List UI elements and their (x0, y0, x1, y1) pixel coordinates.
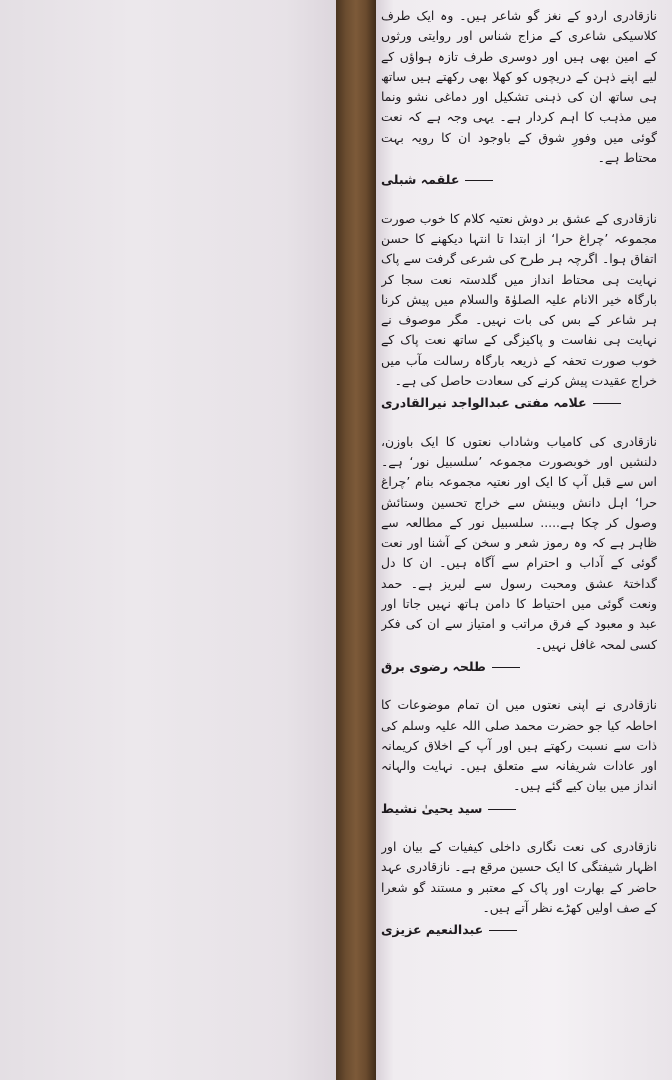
blurb-text: نازقادری نے اپنی نعتوں میں ان تمام موضوعات کا احاطہ کیا جو حضرت محمد صلی اللہ علیہ وسلم کی ذات سے نسبت رکھتے ہیں اور آپ کے اخلاق کریمانہ اور عادات شریفانہ سے متعلق ہیں۔ نہایت والہانہ انداز میں بیان کیے گئے ہیں۔ (381, 697, 657, 794)
spacer (381, 414, 657, 432)
blurb-author: علقمہ شبلی (381, 172, 460, 188)
blurb-author-line (381, 393, 657, 413)
blurb-column (381, 6, 657, 1076)
blurb-5 (381, 837, 657, 940)
blurb-author-line (381, 920, 657, 940)
dash-divider (593, 403, 621, 404)
dash-divider (489, 930, 517, 931)
blurb-author: علامہ مفتی عبدالواجد نیرالقادری (381, 395, 587, 411)
spacer (381, 819, 657, 837)
blurb-author-line (381, 799, 657, 819)
blurb-text: نازقادری اردو کے نغز گو شاعر ہیں۔ وہ ایک طرف کلاسیکی شاعری کے مزاج شناس اور روایتی ورثوں کے امین بھی ہیں اور دوسری طرف تازہ ہواؤں کے لیے اپنے ذہن کے دریچوں کو کھلا بھی رکھتے ہیں ساتھ ہی ساتھ ان کی ذہنی تشکیل اور دماغی نشو ونما میں مذہب کا اہم کردار ہے۔ یہی وجہ ہے کہ نعت گوئی میں وفورِ شوق کے باوجود ان کا رویہ بہت محتاط ہے۔ (381, 8, 657, 166)
blurb-author-line (381, 657, 657, 677)
blurb-4 (381, 695, 657, 819)
spacer (381, 191, 657, 209)
blurb-text: نازقادری کی نعت نگاری داخلی کیفیات کے بیان اور اظہار شیفتگی کا ایک حسین مرقع ہے۔ نازقادری عہد حاضر کے بھارت اور پاک کے معتبر و مستند گو شعرا کے صف اولیں کھڑے نظر آتے ہیں۔ (381, 838, 657, 915)
blurb-author-line (381, 170, 657, 190)
blurb-text: نازقادری کی کامیاب وشاداب نعتوں کا ایک باوزن، دلنشیں اور خوبصورت مجموعہ ’سلسبیل نور‘ ہے۔ اس سے قبل آپ کا ایک اور نعتیہ مجموعہ بنام ’چراغ حرا‘ اہل دانش وبینش سے خراج تحسین وستائش وصول کر چکا ہے..... سلسبیل نور کے مطالعہ سے ظاہر ہے کہ وہ رموز شعر و سخن کے آشنا اور نعت گوئی کے آداب و احترام سے آگاہ ہیں۔ ان کا دل گداختۂ عشق ومحبت رسول سے لبریز ہے۔ حمد ونعت گوئی میں احتیاط کا دامن ہاتھ نہیں جاتا اور عبد و معبود کے فرق مراتب و امتیاز سے ان کی فکر کسی لمحہ غافل نہیں۔ (381, 433, 657, 652)
dash-divider (492, 667, 520, 668)
blurb-text: نازقادری کے عشق بر دوش نعتیہ کلام کا خوب صورت مجموعہ ’چراغ حرا‘ از ابتدا تا انتہا دیکھنے کا حسن اتفاق ہوا۔ اگرچہ ہر طرح کی شرعی گرفت سے پاک نہایت ہی محتاط انداز میں گلدستہ نعت سجا کر بارگاہ خیر الانام علیہ الصلوٰۃ والسلام میں پیش کرنا ہر شاعر کے بس کی بات نہیں۔ مگر موصوف نے نہایت ہی نفاست و پاکیزگی کے ساتھ نعت پاک کے خوب صورت تحفہ کے ذریعہ بارگاہ رسالت مآب میں خراج عقیدت پیش کرنے کی سعادت حاصل کی ہے۔ (381, 210, 657, 389)
book-spine (336, 0, 376, 1080)
blurb-1 (381, 6, 657, 191)
blurb-author: سید یحییٰ نشیط (381, 800, 483, 816)
spacer (381, 677, 657, 695)
dash-divider (488, 809, 516, 810)
blurb-author: طلحہ رضوی برق (381, 658, 486, 674)
dash-divider (465, 180, 493, 181)
blurb-3 (381, 432, 657, 678)
blurb-author: عبدالنعیم عزیزی (381, 922, 484, 938)
blurb-2 (381, 209, 657, 414)
